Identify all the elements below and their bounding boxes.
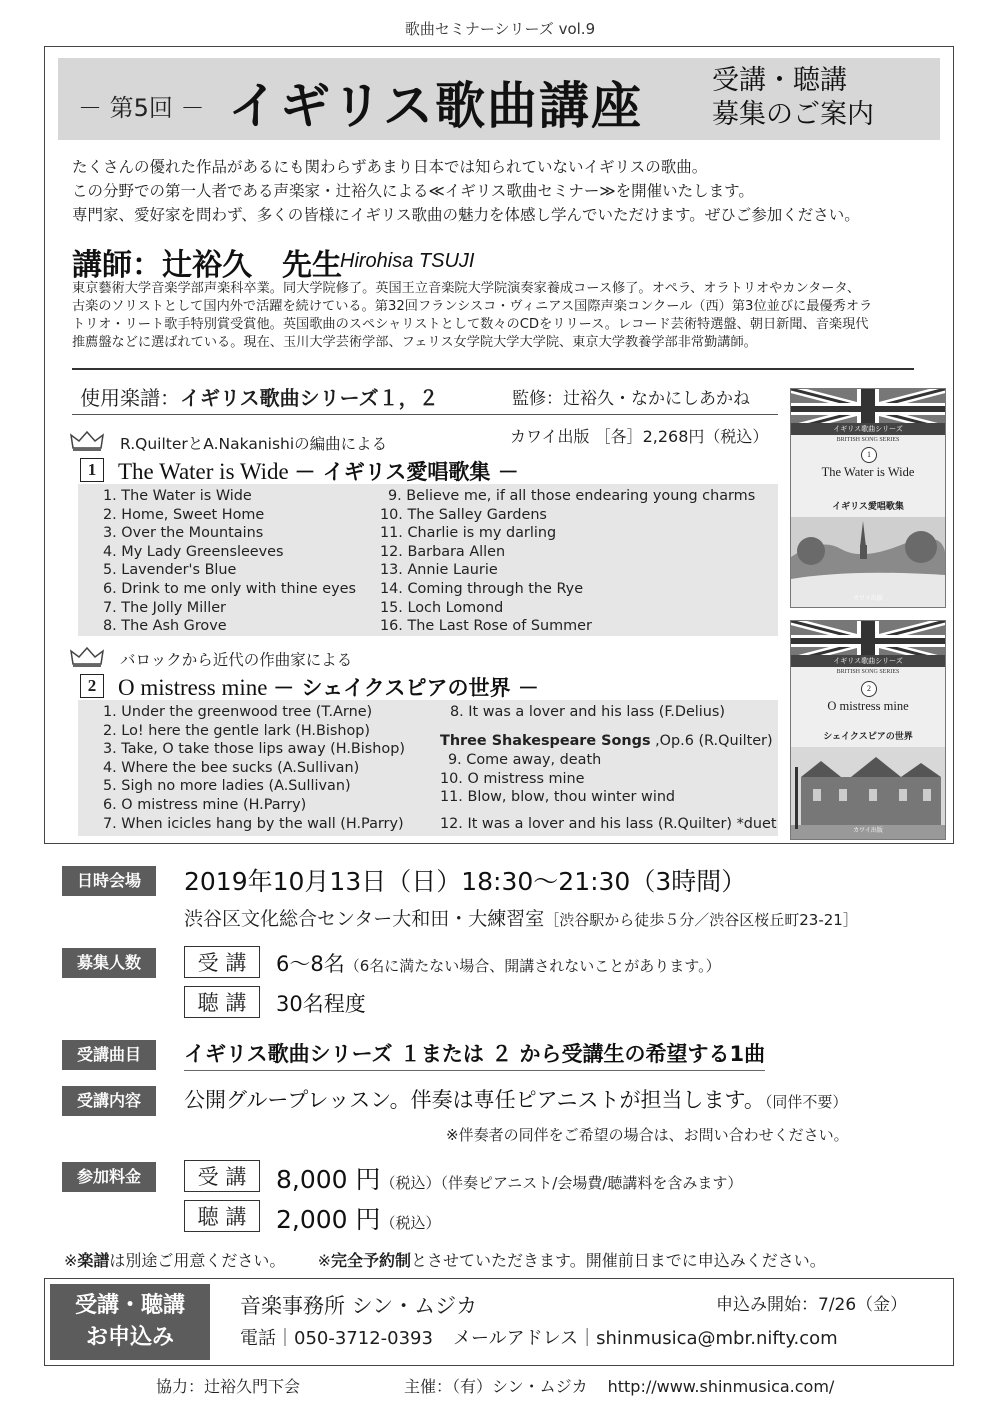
book2-song-list xyxy=(78,700,778,836)
bio-line: 古楽のソリストとして国内外で活躍を続けている。第32回フランシスコ・ヴィニアス国際声楽コンクール（西）第3位並びに最優秀オラ xyxy=(72,299,873,314)
lecturer-name: 講師：辻裕久 先生 xyxy=(72,248,342,283)
book2-subtitle: バロックから近代の作曲家による xyxy=(120,651,353,669)
book2-title-en: O mistress mine xyxy=(118,675,268,700)
list-item: 9. Come away, death xyxy=(448,752,602,768)
book1-song-list xyxy=(78,484,778,636)
attend-fee xyxy=(276,1160,742,1196)
cooperation: 協力：辻裕久門下会 xyxy=(156,1377,301,1396)
attend-capacity-note: （6名に満たない場合、開講されないことがあります。） xyxy=(344,957,721,975)
series-header: 歌曲セミナーシリーズ vol.9 xyxy=(404,20,596,38)
notice-1 xyxy=(64,1251,285,1270)
contact-line xyxy=(240,1324,838,1350)
cover-series: イギリス歌曲シリーズ xyxy=(791,423,945,435)
book1-number: 1 xyxy=(80,458,104,482)
recruit-line-1: 受講・聴講 xyxy=(712,65,847,96)
book2-title-jp: － シェイクスピアの世界 － xyxy=(273,676,539,700)
recruit-line-2: 募集のご案内 xyxy=(712,99,874,130)
audit-fee-box: 聴 講 xyxy=(184,1200,260,1232)
schedule-datetime: 2019年10月13日（日）18:30～21:30（3時間） xyxy=(184,867,747,896)
list-item: 4. My Lady Greensleeves xyxy=(103,543,284,560)
list-item: 10. O mistress mine xyxy=(440,770,585,787)
list-item: 9. Believe me, if all those endearing young charms xyxy=(388,488,756,504)
attend-fee-tax: （税込） xyxy=(380,1174,441,1192)
list-item: 13. Annie Laurie xyxy=(380,562,498,579)
venue-note: ［渋谷駅から徒歩５分／渋谷区桜丘町23-21］ xyxy=(544,911,858,929)
list-item: 4. Where the bee sucks (A.Sullivan) xyxy=(103,759,360,776)
notice-1-bold: 楽譜 xyxy=(77,1251,110,1270)
notice-2-prefix: ※ xyxy=(317,1251,332,1270)
attend-fee-value: 8,000 円 xyxy=(276,1165,381,1194)
audit-capacity-value: 30名程度 xyxy=(276,992,366,1016)
office-name: 音楽事務所 シン・ムジカ xyxy=(240,1294,478,1318)
list-item: 1. The Water is Wide xyxy=(103,488,252,504)
recruit-heading xyxy=(712,64,874,132)
cover-title: O mistress mine xyxy=(827,699,909,713)
list-item: 12. It was a lover and his lass (R.Quilter) *duet xyxy=(440,816,777,832)
attend-box: 受 講 xyxy=(184,946,260,978)
notice-2-bold: 完全予約制 xyxy=(331,1251,412,1270)
list-item: 12. Barbara Allen xyxy=(380,543,506,560)
publisher-price: カワイ出版 ［各］2,268円（税込） xyxy=(510,427,769,446)
audit-fee-value: 2,000 円 xyxy=(276,1205,381,1234)
list-item: 1. Under the greenwood tree (T.Arne) xyxy=(103,704,373,720)
list-item: 3. Over the Mountains xyxy=(103,525,264,542)
book1-cover xyxy=(790,388,946,608)
list-item: 11. Charlie is my darling xyxy=(380,525,557,542)
intro-text xyxy=(72,155,952,227)
book1-title-jp: － イギリス愛唱歌集 － xyxy=(294,460,519,484)
capacity-label: 募集人数 xyxy=(62,948,156,978)
cover-publisher: カワイ出版 xyxy=(853,827,883,834)
three-shakespeare-songs xyxy=(440,732,773,751)
organizer-line xyxy=(404,1374,834,1397)
schedule-venue xyxy=(184,904,858,931)
list-item: 10. The Salley Gardens xyxy=(380,506,547,523)
apply-label-line-2: お申込み xyxy=(85,1325,174,1350)
phone[interactable]: 電話｜050-3712-0393 xyxy=(240,1328,433,1349)
cover-subtitle: イギリス愛唱歌集 xyxy=(832,502,904,512)
intro-line: たくさんの優れた作品があるにも関わらずあまり日本では知られていないイギリスの歌曲。 xyxy=(72,158,708,176)
lecturer-latin-name: Hirohisa TSUJI xyxy=(340,250,475,272)
notice-1-rest: は別途ご用意ください。 xyxy=(109,1251,286,1270)
crown-icon xyxy=(70,646,104,668)
repertoire-text: イギリス歌曲シリーズ １または ２ から受講生の希望する1曲 xyxy=(184,1038,765,1071)
notice xyxy=(64,1248,826,1271)
list-item: 5. Lavender's Blue xyxy=(103,562,237,579)
repertoire-label: 受講曲目 xyxy=(62,1040,156,1070)
scores-heading xyxy=(80,382,439,411)
divider xyxy=(72,368,914,370)
list-item: 2. Home, Sweet Home xyxy=(103,506,265,523)
cover-publisher: カワイ出版 xyxy=(853,595,883,602)
divider xyxy=(72,414,778,415)
crown-icon xyxy=(70,430,104,452)
bio-line: 推薦盤などに選ばれている。現在、玉川大学芸術学部、フェリス女学院大学大学院、東京大学教養学部非常勤講師。 xyxy=(72,335,757,350)
list-item: 11. Blow, blow, thou winter wind xyxy=(440,789,676,806)
attend-fee-box: 受 講 xyxy=(184,1160,260,1192)
website-link[interactable]: http://www.shinmusica.com/ xyxy=(607,1377,835,1396)
three-songs-title: Three Shakespeare Songs xyxy=(440,733,651,749)
supervisors: 監修：辻裕久・なかにしあかね xyxy=(512,389,750,409)
notice-2 xyxy=(318,1251,826,1270)
apply-start: 申込み開始：7/26（金） xyxy=(716,1295,908,1315)
list-item: 5. Sigh no more ladies (A.Sullivan) xyxy=(103,778,351,795)
attend-capacity-value: 6～8名 xyxy=(276,952,345,976)
audit-fee-tax: （税込） xyxy=(380,1214,441,1232)
scores-series: イギリス歌曲シリーズ１，２ xyxy=(180,386,439,410)
list-item: 14. Coming through the Rye xyxy=(380,580,584,597)
list-item: 2. Lo! here the gentle lark (H.Bishop) xyxy=(103,722,371,739)
venue-name: 渋谷区文化総合センター大和田・大練習室 xyxy=(184,908,545,930)
bio-line: 東京藝術大学音楽学部声楽科卒業。同大学院修了。英国王立音楽院大学院演奏家養成コース修了。オペラ、オラトリオやカンタータ、 xyxy=(72,281,861,296)
book1-title xyxy=(118,456,519,486)
attend-fee-note: （伴奏ピアニスト/会場費/聴講料を含みます） xyxy=(440,1174,743,1192)
list-item: 3. Take, O take those lips away (H.Bishop) xyxy=(103,741,405,758)
book2-number: 2 xyxy=(80,674,104,698)
content-note-2: ※伴奏者の同伴をご希望の場合は、お問い合わせください。 xyxy=(446,1126,849,1144)
bio-line: トリオ・リート歌手特別賞受賞他。英国歌曲のスペシャリストとして数々のCDをリリース。レコード芸術特選盤、朝日新聞、音楽現代 xyxy=(72,317,869,332)
page-title: イギリス歌曲講座 xyxy=(228,77,643,135)
lecturer-bio xyxy=(72,280,942,352)
cover-number: 2 xyxy=(861,681,877,697)
book2-title xyxy=(118,672,539,702)
content-label: 受講内容 xyxy=(62,1086,156,1116)
organizer: 主催：（有）シン・ムジカ xyxy=(404,1377,588,1396)
content-note: （同伴不要） xyxy=(764,1093,848,1111)
notice-2-rest: とさせていただきます。開催前日までに申込みください。 xyxy=(411,1251,826,1270)
book2-cover xyxy=(790,620,946,840)
list-item: 7. When icicles hang by the wall (H.Parry) xyxy=(103,815,404,832)
three-songs-op: ,Op.6 (R.Quilter) xyxy=(650,733,773,749)
apply-label-line-1: 受講・聴講 xyxy=(74,1293,185,1318)
list-item: 6. Drink to me only with thine eyes xyxy=(103,580,356,597)
intro-line: 専門家、愛好家を問わず、多くの皆様にイギリス歌曲の魅力を体感し学んでいただけます。ぜひご参加ください。 xyxy=(72,206,860,224)
schedule-label: 日時会場 xyxy=(62,866,156,896)
content-text xyxy=(184,1084,847,1114)
book1-subtitle: R.QuilterとA.Nakanishiの編曲による xyxy=(120,435,388,453)
audit-fee xyxy=(276,1200,441,1236)
list-item: 7. The Jolly Miller xyxy=(103,599,226,616)
cover-series: イギリス歌曲シリーズ xyxy=(791,655,945,667)
book1-title-en: The Water is Wide xyxy=(118,459,289,484)
cover-title: The Water is Wide xyxy=(821,465,915,479)
scores-label: 使用楽譜： xyxy=(80,386,180,410)
fee-label: 参加料金 xyxy=(62,1162,156,1192)
list-item: 8. It was a lover and his lass (F.Delius) xyxy=(450,704,726,720)
cover-series-en: BRITISH SONG SERIES xyxy=(836,669,900,675)
cover-subtitle: シェイクスピアの世界 xyxy=(823,732,913,742)
list-item: 6. O mistress mine (H.Parry) xyxy=(103,796,307,813)
apply-label xyxy=(50,1284,210,1360)
email-link[interactable]: メールアドレス｜shinmusica@mbr.nifty.com xyxy=(452,1328,838,1349)
cover-series-en: BRITISH SONG SERIES xyxy=(836,437,900,443)
attend-capacity xyxy=(276,948,721,978)
lecture-number: － 第5回 － xyxy=(78,94,205,122)
list-item: 15. Loch Lomond xyxy=(380,599,504,616)
list-item: 16. The Last Rose of Summer xyxy=(380,618,592,635)
cover-number: 1 xyxy=(861,447,877,463)
notice-1-prefix: ※ xyxy=(64,1251,78,1270)
list-item: 8. The Ash Grove xyxy=(103,618,227,635)
content-main: 公開グループレッスン。伴奏は専任ピアニストが担当します。 xyxy=(184,1088,765,1112)
intro-line: この分野での第一人者である声楽家・辻裕久による≪イギリス歌曲セミナー≫を開催いたします。 xyxy=(72,182,754,200)
audit-box: 聴 講 xyxy=(184,986,260,1018)
